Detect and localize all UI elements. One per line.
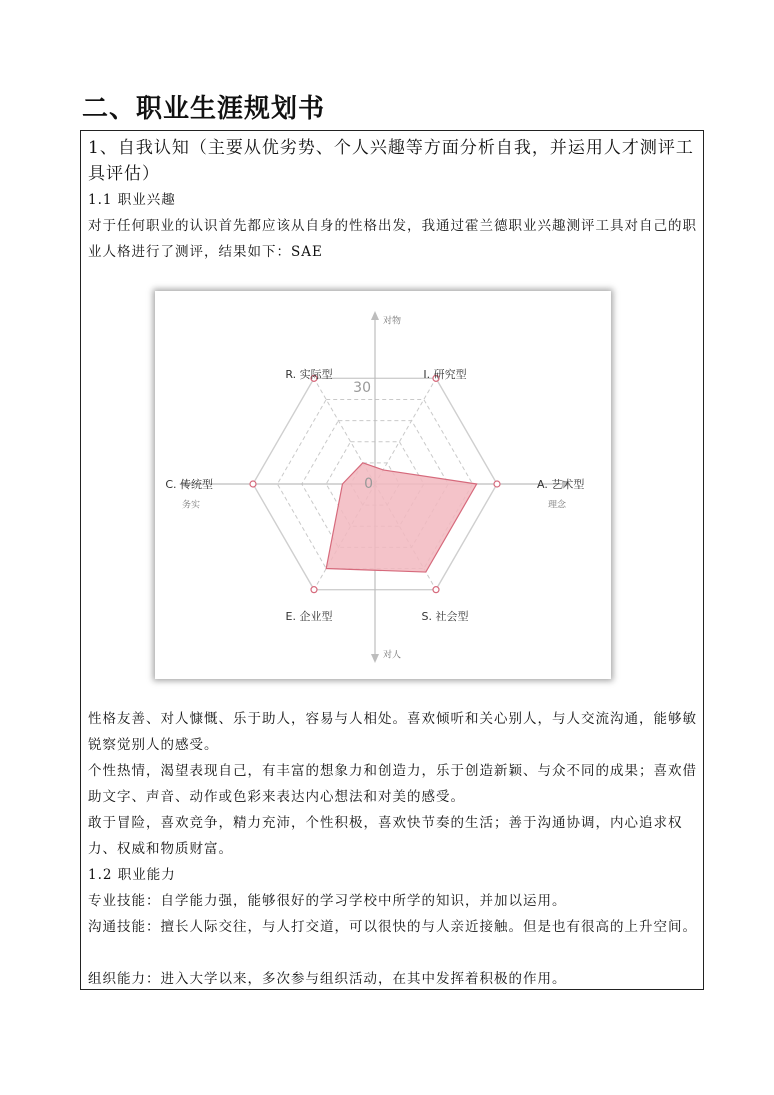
subsection-title-interest: 1.1 职业兴趣 <box>88 192 176 208</box>
content-box <box>80 130 704 990</box>
axis-right-label: 理念 <box>547 500 567 511</box>
vertex-marker-5 <box>311 587 317 593</box>
scale-zero-label: 0 <box>364 476 373 492</box>
section-title-self-awareness: 1、自我认知（主要从优劣势、个人兴趣等方面分析自我，并运用人才测评工具评估） <box>88 138 694 184</box>
axis-label-3: A. 艺术型 <box>537 478 585 491</box>
axis-left-label: 务实 <box>181 500 201 511</box>
arrow-up-icon <box>371 311 379 320</box>
axis-label-6: C. 传统型 <box>165 478 213 491</box>
holland-radar-chart <box>155 291 611 679</box>
trait-paragraph-3: 敢于冒险，喜欢竞争，精力充沛，个性积极，喜欢快节奏的生活；善于沟通协调，内心追求权力、权威和物质财富。 <box>88 815 683 857</box>
scale-max-label: 30 <box>353 380 371 396</box>
trait-paragraph-2: 个性热情，渴望表现自己，有丰富的想象力和创造力，乐于创造新颖、与众不同的成果；喜欢借助文字、声音、动作或色彩来表达内心想法和对美的感受。 <box>88 763 697 805</box>
ability-organization: 组织能力：进入大学以来，多次参与组织活动，在其中发挥着积极的作用。 <box>88 971 567 987</box>
vertex-marker-4 <box>433 587 439 593</box>
axis-label-5: E. 企业型 <box>285 610 333 623</box>
axis-label-4: S. 社会型 <box>421 610 469 623</box>
ability-communication: 沟通技能：擅长人际交往，与人打交道，可以很快的与人亲近接触。但是也有很高的上升空间。 <box>88 919 697 935</box>
axis-label-2: I. 研究型 <box>423 368 467 381</box>
ability-professional: 专业技能：自学能力强，能够很好的学习学校中所学的知识，并加以运用。 <box>88 893 567 909</box>
subsection-title-ability: 1.2 职业能力 <box>88 867 176 883</box>
radar-svg <box>155 291 611 679</box>
vertex-marker-6 <box>250 481 256 487</box>
axis-label-1: R. 实际型 <box>285 368 333 381</box>
axis-top-label: 对物 <box>383 316 402 327</box>
axis-bottom-label: 对人 <box>383 650 402 661</box>
page-heading: 二、职业生涯规划书 <box>82 94 326 124</box>
intro-paragraph: 对于任何职业的认识首先都应该从自身的性格出发，我通过霍兰德职业兴趣测评工具对自己的职业人格进行了测评，结果如下：SAE <box>88 218 697 260</box>
vertex-marker-3 <box>494 481 500 487</box>
grid-spoke-2 <box>375 378 436 484</box>
arrow-down-icon <box>371 654 379 663</box>
data-area <box>326 463 476 572</box>
trait-paragraph-1: 性格友善、对人慷慨、乐于助人，容易与人相处。喜欢倾听和关心别人，与人交流沟通，能够敏锐察觉别人的感受。 <box>88 711 697 753</box>
